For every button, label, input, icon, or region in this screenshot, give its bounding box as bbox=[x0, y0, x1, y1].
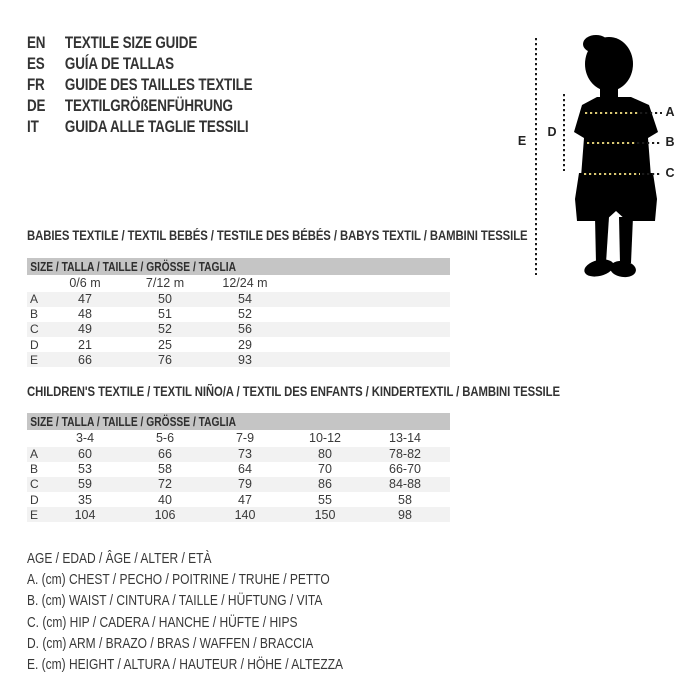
language-title: TEXTILE SIZE GUIDE bbox=[64, 32, 198, 52]
row-label: B bbox=[30, 307, 39, 322]
table-cell: 50 bbox=[158, 292, 172, 307]
row-label: B bbox=[30, 462, 39, 477]
language-code: DE bbox=[27, 95, 46, 115]
language-row-en bbox=[27, 32, 252, 53]
language-row-de bbox=[27, 95, 252, 116]
table-cell: 78-82 bbox=[389, 447, 421, 462]
silhouette-shirt bbox=[574, 97, 658, 177]
language-code: ES bbox=[27, 53, 45, 73]
table-cell: 106 bbox=[154, 507, 176, 522]
table-cell: 66 bbox=[158, 447, 172, 462]
language-code: IT bbox=[27, 116, 39, 136]
table-cell: 72 bbox=[158, 477, 172, 492]
measurement-legend bbox=[27, 548, 422, 675]
language-title: GUIDE DES TAILLES TEXTILE bbox=[64, 74, 253, 94]
table-cell: 60 bbox=[78, 447, 92, 462]
column-header: 13-14 bbox=[389, 431, 421, 446]
children-size-table bbox=[27, 413, 450, 522]
table-cell: 66-70 bbox=[389, 462, 421, 477]
silhouette-right-leg bbox=[619, 217, 633, 263]
table-cell: 54 bbox=[238, 292, 252, 307]
legend-hip-line: C. (cm) HIP / CADERA / HANCHE / HÜFTE / HIPS bbox=[27, 613, 298, 631]
table-cell: 64 bbox=[238, 462, 252, 477]
language-title: TEXTILGRÖßENFÜHRUNG bbox=[64, 95, 233, 115]
measure-label-C: C bbox=[665, 166, 675, 180]
column-header: 0/6 m bbox=[69, 276, 101, 291]
legend-chest-line: A. (cm) CHEST / PECHO / POITRINE / TRUHE / PETTO bbox=[27, 571, 330, 589]
measurement-figure bbox=[505, 25, 700, 287]
column-header-row bbox=[27, 275, 450, 292]
row-label: D bbox=[30, 337, 39, 352]
table-cell: 56 bbox=[238, 322, 252, 337]
language-code: EN bbox=[27, 32, 46, 52]
table-row bbox=[27, 292, 450, 307]
table-cell: 48 bbox=[78, 307, 92, 322]
table-cell: 84-88 bbox=[389, 477, 421, 492]
row-label: C bbox=[30, 322, 39, 337]
row-label: C bbox=[30, 477, 39, 492]
language-row-it bbox=[27, 116, 252, 137]
table-cell: 55 bbox=[318, 492, 332, 507]
table-cell: 79 bbox=[238, 477, 252, 492]
table-cell: 66 bbox=[78, 352, 92, 367]
language-title: GUÍA DE TALLAS bbox=[64, 53, 174, 73]
table-cell: 86 bbox=[318, 477, 332, 492]
babies-section-title: BABIES TEXTILE / TEXTIL BEBÉS / TESTILE DES BÉBÉS / BABYS TEXTIL / BAMBINI TESSILE bbox=[27, 228, 528, 243]
table-row bbox=[27, 492, 450, 507]
language-row-es bbox=[27, 53, 252, 74]
table-cell: 49 bbox=[78, 322, 92, 337]
table-cell: 93 bbox=[238, 352, 252, 367]
table-cell: 35 bbox=[78, 492, 92, 507]
babies-size-table bbox=[27, 258, 450, 367]
table-cell: 76 bbox=[158, 352, 172, 367]
column-header: 7-9 bbox=[235, 431, 255, 446]
legend-waist-line: B. (cm) WAIST / CINTURA / TAILLE / HÜFTUNG / VITA bbox=[27, 592, 323, 610]
row-label: A bbox=[30, 447, 39, 462]
table-row bbox=[27, 477, 450, 492]
table-cell: 58 bbox=[398, 492, 412, 507]
legend-arm-line: D. (cm) ARM / BRAZO / BRAS / WAFFEN / BRACCIA bbox=[27, 634, 314, 652]
column-header: 12/24 m bbox=[222, 276, 268, 291]
table-row bbox=[27, 462, 450, 477]
table-row bbox=[27, 337, 450, 352]
measure-label-E: E bbox=[517, 134, 527, 148]
table-cell: 73 bbox=[238, 447, 252, 462]
table-row bbox=[27, 447, 450, 462]
table-cell: 40 bbox=[158, 492, 172, 507]
language-row-fr bbox=[27, 74, 252, 95]
table-cell: 98 bbox=[398, 507, 412, 522]
table-cell: 70 bbox=[318, 462, 332, 477]
child-silhouette-icon bbox=[505, 25, 700, 287]
table-cell: 21 bbox=[78, 337, 92, 352]
column-header-row bbox=[27, 430, 450, 447]
children-section-title: CHILDREN'S TEXTILE / TEXTIL NIÑO/A / TEXTIL DES ENFANTS / KINDERTEXTIL / BAMBINI TESSILE bbox=[27, 384, 560, 399]
table-cell: 47 bbox=[78, 292, 92, 307]
row-label: E bbox=[30, 352, 39, 367]
measure-label-A: A bbox=[665, 105, 675, 119]
measure-label-B: B bbox=[665, 135, 675, 149]
table-cell: 25 bbox=[158, 337, 172, 352]
column-header: 5-6 bbox=[155, 431, 175, 446]
table-row bbox=[27, 507, 450, 522]
table-cell: 59 bbox=[78, 477, 92, 492]
row-label: D bbox=[30, 492, 39, 507]
silhouette-left-leg bbox=[595, 217, 609, 263]
table-cell: 80 bbox=[318, 447, 332, 462]
table-cell: 104 bbox=[74, 507, 96, 522]
language-code: FR bbox=[27, 74, 45, 94]
table-cell: 58 bbox=[158, 462, 172, 477]
table-cell: 140 bbox=[234, 507, 256, 522]
table-cell: 150 bbox=[314, 507, 336, 522]
size-header-bar bbox=[27, 258, 450, 275]
legend-height-line: E. (cm) HEIGHT / ALTURA / HAUTEUR / HÖHE / ALTEZZA bbox=[27, 656, 344, 674]
table-cell: 52 bbox=[238, 307, 252, 322]
silhouette-right-shoe bbox=[609, 259, 637, 278]
silhouette-shorts bbox=[575, 173, 657, 221]
size-header-label: SIZE / TALLA / TAILLE / GRÖSSE / TAGLIA bbox=[30, 260, 237, 274]
legend-age-line: AGE / EDAD / ÂGE / ALTER / ETÀ bbox=[27, 550, 212, 568]
size-header-bar bbox=[27, 413, 450, 430]
language-title: GUIDA ALLE TAGLIE TESSILI bbox=[64, 116, 249, 136]
table-cell: 52 bbox=[158, 322, 172, 337]
column-header: 10-12 bbox=[309, 431, 341, 446]
column-header: 3-4 bbox=[75, 431, 95, 446]
row-label: E bbox=[30, 507, 39, 522]
table-cell: 51 bbox=[158, 307, 172, 322]
column-header: 7/12 m bbox=[145, 276, 185, 291]
row-label: A bbox=[30, 292, 39, 307]
measure-label-D: D bbox=[547, 125, 557, 139]
table-row bbox=[27, 352, 450, 367]
language-title-list bbox=[27, 32, 312, 137]
table-row bbox=[27, 307, 450, 322]
table-cell: 53 bbox=[78, 462, 92, 477]
table-row bbox=[27, 322, 450, 337]
table-cell: 47 bbox=[238, 492, 252, 507]
table-cell: 29 bbox=[238, 337, 252, 352]
size-header-label: SIZE / TALLA / TAILLE / GRÖSSE / TAGLIA bbox=[30, 415, 237, 429]
